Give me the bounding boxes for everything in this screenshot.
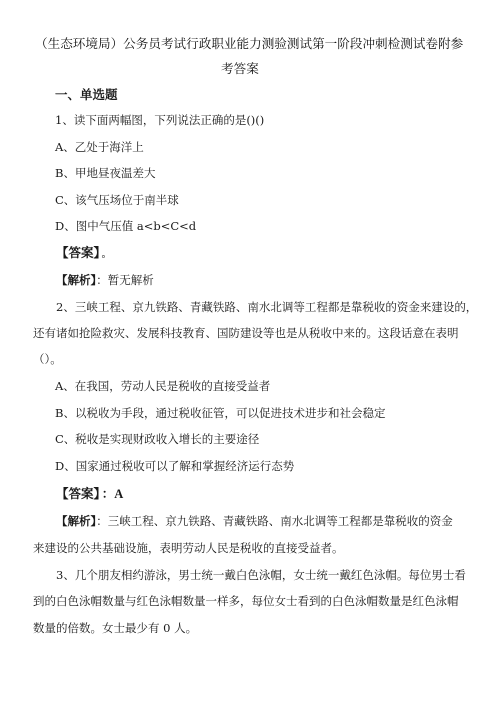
q2-analysis-line-1 [56, 513, 453, 529]
q1-option-b: B、甲地昼夜温差大 [55, 166, 156, 180]
q2-answer-label: 【答案】 [56, 486, 100, 501]
q1-answer-mark: 。 [101, 250, 111, 260]
q1-answer-label: 【答案】 [56, 245, 100, 260]
q2-analysis-label: 【解析】 [56, 514, 97, 528]
q3-stem-line-2: 到的白色泳帽数量与红色泳帽数量一样多，每位女士看到的白色泳帽数量是红色泳帽 [33, 594, 459, 608]
q1-option-c: C、该气压场位于南半球 [55, 193, 179, 207]
q1-analysis-label: 【解析】 [56, 273, 97, 287]
q3-stem-line-1: 3、几个朋友相约游泳，男士统一戴白色泳帽，女士统一戴红色泳帽。每位男士看 [56, 568, 466, 582]
q2-stem-line-2: 还有诸如抢险救灾、发展科技教育、国防建设等也是从税收中来的。这段话意在表明 [33, 326, 459, 340]
q3-stem-line-3: 数量的倍数。女士最少有 0 人。 [33, 621, 198, 635]
q2-analysis-line-2: 来建设的公共基础设施，表明劳动人民是税收的直接受益者。 [33, 541, 344, 555]
q1-option-d: D、图中气压值 a<b<C<d [55, 219, 197, 233]
q1-analysis-text: ：暂无解析 [96, 273, 154, 287]
section-heading: 一、单选题 [55, 87, 118, 102]
q2-option-c: C、税收是实现财政收入增长的主要途径 [55, 432, 260, 446]
document-title-line-1: （生态环境局）公务员考试行政职业能力测验测试第一阶段冲刺检测试卷附参 [35, 36, 464, 51]
q2-answer [56, 486, 123, 502]
q1-analysis [56, 272, 154, 288]
q1-stem: 1、读下面两幅图，下列说法正确的是()() [55, 113, 265, 127]
q2-option-d: D、国家通过税收可以了解和掌握经济运行态势 [55, 459, 295, 473]
q2-option-b: B、以税收为手段，通过税收征管，可以促进技术进步和社会稳定 [55, 406, 386, 420]
document-title-line-2: 考答案 [221, 61, 259, 76]
q2-analysis-text-1: ：三峡工程、京九铁路、青藏铁路、南水北调等工程都是靠税收的资金 [96, 514, 453, 528]
q2-option-a: A、在我国，劳动人民是税收的直接受益者 [55, 379, 271, 393]
q2-stem-line-3: （）。 [33, 352, 62, 366]
q1-option-a: A、乙处于海洋上 [55, 140, 144, 154]
q2-stem-line-1: 2、三峡工程、京九铁路、青藏铁路、南水北调等工程都是靠税收的资金来建设的， [56, 300, 478, 314]
q1-answer [56, 245, 111, 263]
q2-answer-value: ：A [101, 487, 124, 501]
